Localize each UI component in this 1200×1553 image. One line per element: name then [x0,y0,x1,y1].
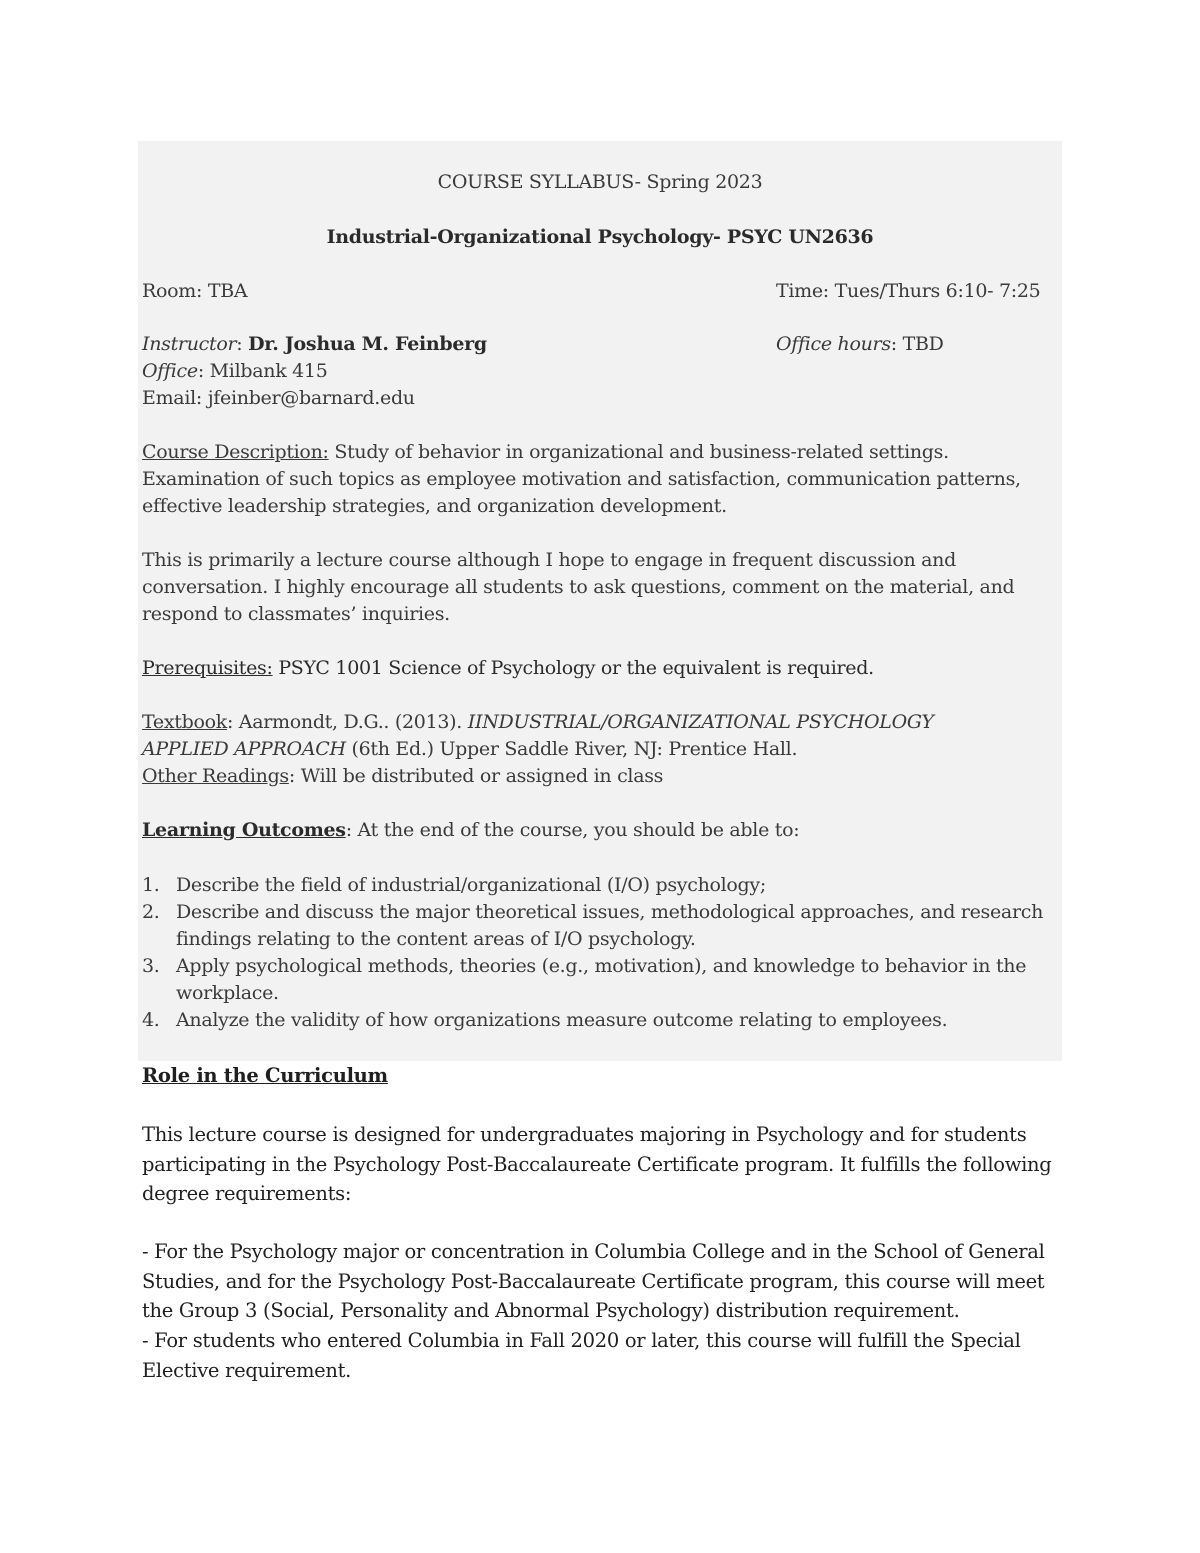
course-description [142,439,1052,520]
curriculum-requirement-1: - For the Psychology major or concentration in Columbia College and in the School of General Studies, and for the Psychology Post-Baccalaureate Certificate program, this course will meet the Group 3 (Social, Personality and Abnormal Psychology) distribution requirement. [142,1240,1045,1322]
textbook-citation: : Aarmondt, D.G.. (2013). [226,711,468,733]
textbook [142,709,1052,790]
other-readings-label: Other Readings [142,765,289,787]
time-text: Time: Tues/Thurs 6:10- 7:25 [776,280,1041,302]
list-item [142,1007,1052,1034]
format-line2: conversation. I highly encourage all students to ask questions, comment on the material, and [142,576,1015,598]
instructor-name: Dr. Joshua M. Feinberg [248,333,487,355]
list-item [142,899,1052,953]
office-label: Office [142,360,198,382]
textbook-edition: (6th Ed.) Upper Saddle River, NJ: Prentice Hall. [345,738,798,760]
curriculum-heading: Role in the Curriculum [142,1064,388,1087]
office-value: : Milbank 415 [197,360,328,382]
list-number: 1. [142,874,160,896]
list-item [142,953,1052,1007]
prerequisites-text: PSYC 1001 Science of Psychology or the equivalent is required. [272,657,874,679]
list-item-text: Analyze the validity of how organizations measure outcome relating to employees. [176,1009,948,1031]
textbook-label: Textbook [142,711,227,733]
description-line2: Examination of such topics as employee motivation and satisfaction, communication patterns, [142,468,1021,490]
list-item [142,872,1052,899]
other-readings-text: : Will be distributed or assigned in class [288,765,664,787]
learning-outcomes-heading [142,817,1052,844]
prerequisites [142,655,1052,682]
curriculum-paragraph: This lecture course is designed for undergraduates majoring in Psychology and for students participating in the Psychology Post-Baccalaureate Certificate program. It fulfills the following degree requirements: [142,1123,1052,1205]
instructor-row [142,331,1052,358]
office-hours-label: Office hours [776,333,891,355]
textbook-title-2: APPLIED APPROACH [142,738,346,760]
list-item-text: Apply psychological methods, theories (e.g., motivation), and knowledge to behavior in the workplace. [176,955,1027,1004]
room-text: Room: TBA [142,280,248,302]
prerequisites-label: Prerequisites: [142,657,273,679]
outcomes-intro: : At the end of the course, you should be able to: [345,819,800,841]
list-item-text: Describe the field of industrial/organizational (I/O) psychology; [176,874,766,896]
format-line1: This is primarily a lecture course although I hope to engage in frequent discussion and [142,549,956,571]
room-time-row [142,278,1052,305]
instructor-sep: : [236,333,249,355]
course-format [142,547,1052,628]
format-line3: respond to classmates’ inquiries. [142,603,450,625]
office-hours-value: : TBD [890,333,944,355]
textbook-title-1: IINDUSTRIAL/ORGANIZATIONAL PSYCHOLOGY [467,711,934,733]
list-number: 3. [142,955,160,977]
email-row: Email: jfeinber@barnard.edu [142,387,415,409]
instructor-label: Instructor [142,333,237,355]
description-line3: effective leadership strategies, and organization development. [142,495,727,517]
list-number: 4. [142,1009,160,1031]
description-label: Course Description: [142,441,329,463]
list-item-text: Describe and discuss the major theoretical issues, methodological approaches, and research findings relating to the content areas of I/O psychology. [176,901,1044,950]
office-row [142,358,1052,385]
course-title: Industrial-Organizational Psychology- PSYC UN2636 [326,226,874,248]
description-line1: Study of behavior in organizational and business-related settings. [328,441,949,463]
curriculum-requirement-2: - For students who entered Columbia in Fall 2020 or later, this course will fulfill the Special Elective requirement. [142,1329,1021,1382]
outcomes-label: Learning Outcomes [142,819,346,841]
syllabus-title: COURSE SYLLABUS- Spring 2023 [437,171,763,193]
outcomes-list [142,872,1052,1034]
list-number: 2. [142,901,160,923]
